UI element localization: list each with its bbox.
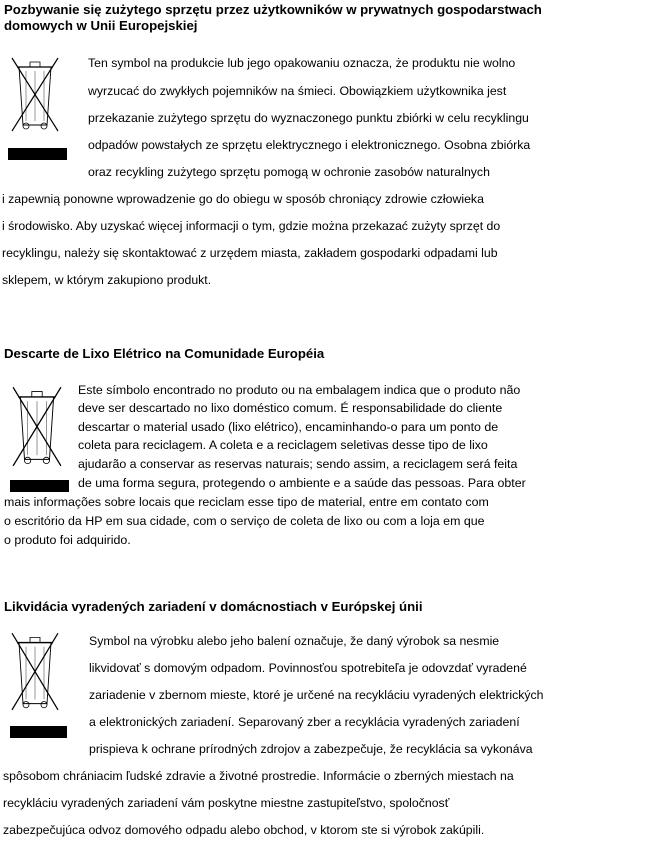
crossed-out-wheelie-bin-icon bbox=[10, 630, 60, 712]
separate-collection-bar bbox=[8, 148, 67, 160]
paragraph-line: Este símbolo encontrado no produto ou na embalagem indica que o produto não bbox=[78, 383, 521, 397]
paragraph-line: o produto foi adquirido. bbox=[4, 533, 131, 547]
paragraph-line: Symbol na výrobku alebo jeho balení označuje, že daný výrobok sa nesmie bbox=[89, 634, 500, 648]
paragraph-line: a elektronických zariadení. Separovaný zber a recyklácia vyradených zariadení bbox=[89, 715, 520, 729]
paragraph-line: prispieva k ochrane prírodných zdrojov a zabezpečuje, že recyklácia sa vykonáva bbox=[89, 742, 533, 756]
paragraph-line: spôsobom chrániacim ľudské zdravie a životné prostredie. Informácie o zberných miestach na bbox=[3, 769, 514, 783]
section-title-line: Descarte de Lixo Elétrico na Comunidade Européia bbox=[4, 346, 325, 361]
paragraph-line: likvidovať s domovým odpadom. Povinnosťou spotrebiteľa je odovzdať vyradené bbox=[89, 661, 527, 675]
separate-collection-bar bbox=[10, 726, 67, 738]
separate-collection-bar bbox=[10, 480, 69, 492]
paragraph-line: ajudarão a conservar as reservas naturais; sendo assim, a reciclagem será feita bbox=[78, 457, 518, 471]
paragraph-line: o escritório da HP em sua cidade, com o serviço de coleta de lixo ou com a loja em que bbox=[4, 514, 485, 528]
section-title bbox=[4, 2, 542, 34]
paragraph-line: Ten symbol na produkcie lub jego opakowaniu oznacza, że produktu nie wolno bbox=[88, 56, 516, 70]
paragraph-line: odpadów powstałych ze sprzętu elektrycznego i elektronicznego. Osobna zbiórka bbox=[88, 138, 531, 152]
paragraph-line: mais informações sobre locais que reciclam esse tipo de material, entre em contato com bbox=[4, 495, 489, 509]
paragraph-line: i środowisko. Aby uzyskać więcej informacji o tym, gdzie można przekazać zużyty sprzęt do bbox=[2, 219, 501, 233]
paragraph-line: recyklingu, należy się skontaktować z urzędem miasta, zakładem gospodarki odpadami lub bbox=[2, 246, 498, 260]
section-title-line: domowych w Unii Europejskiej bbox=[4, 18, 198, 33]
paragraph-line: oraz recykling zużytego sprzętu pomogą w ochronie zasobów naturalnych bbox=[88, 165, 490, 179]
paragraph-line: de uma forma segura, protegendo o ambiente e a saúde das pessoas. Para obter bbox=[78, 476, 526, 490]
paragraph-line: sklepem, w którym zakupiono produkt. bbox=[2, 273, 212, 287]
paragraph-line: descartar o material usado (lixo elétrico), encaminhando-o para um ponto de bbox=[78, 420, 499, 434]
paragraph-line: wyrzucać do zwykłych pojemników na śmieci. Obowiązkiem użytkownika jest bbox=[88, 84, 507, 98]
paragraph-line: i zapewnią ponowne wprowadzenie go do obiegu w sposób chroniący zdrowie człowieka bbox=[2, 192, 484, 206]
paragraph-line: zabezpečujúca odvoz domového odpadu alebo obchod, v ktorom ste si výrobok zakúpili. bbox=[3, 823, 485, 837]
section-title bbox=[4, 599, 423, 615]
crossed-out-wheelie-bin-icon bbox=[10, 55, 60, 133]
paragraph-line: przekazanie zużytego sprzętu do wyznaczonego punktu zbiórki w celu recyklingu bbox=[88, 111, 529, 125]
crossed-out-wheelie-bin-icon bbox=[11, 384, 63, 468]
section-title-line: Likvidácia vyradených zariadení v domácnostiach v Európskej únii bbox=[4, 599, 423, 614]
paragraph-line: deve ser descartado no lixo doméstico comum. É responsabilidade do cliente bbox=[78, 401, 503, 415]
paragraph-line: recykláciu vyradených zariadení vám poskytne miestne zastupiteľstvo, spoločnosť bbox=[3, 796, 450, 810]
paragraph-line: coleta para reciclagem. A coleta e a reciclagem seletivas desse tipo de lixo bbox=[78, 438, 488, 452]
section-title-line: Pozbywanie się zużytego sprzętu przez użytkowników w prywatnych gospodarstwach bbox=[4, 2, 542, 17]
section-title bbox=[4, 346, 324, 362]
paragraph-line: zariadenie v zbernom mieste, ktoré je určené na recykláciu vyradených elektrických bbox=[89, 688, 544, 702]
